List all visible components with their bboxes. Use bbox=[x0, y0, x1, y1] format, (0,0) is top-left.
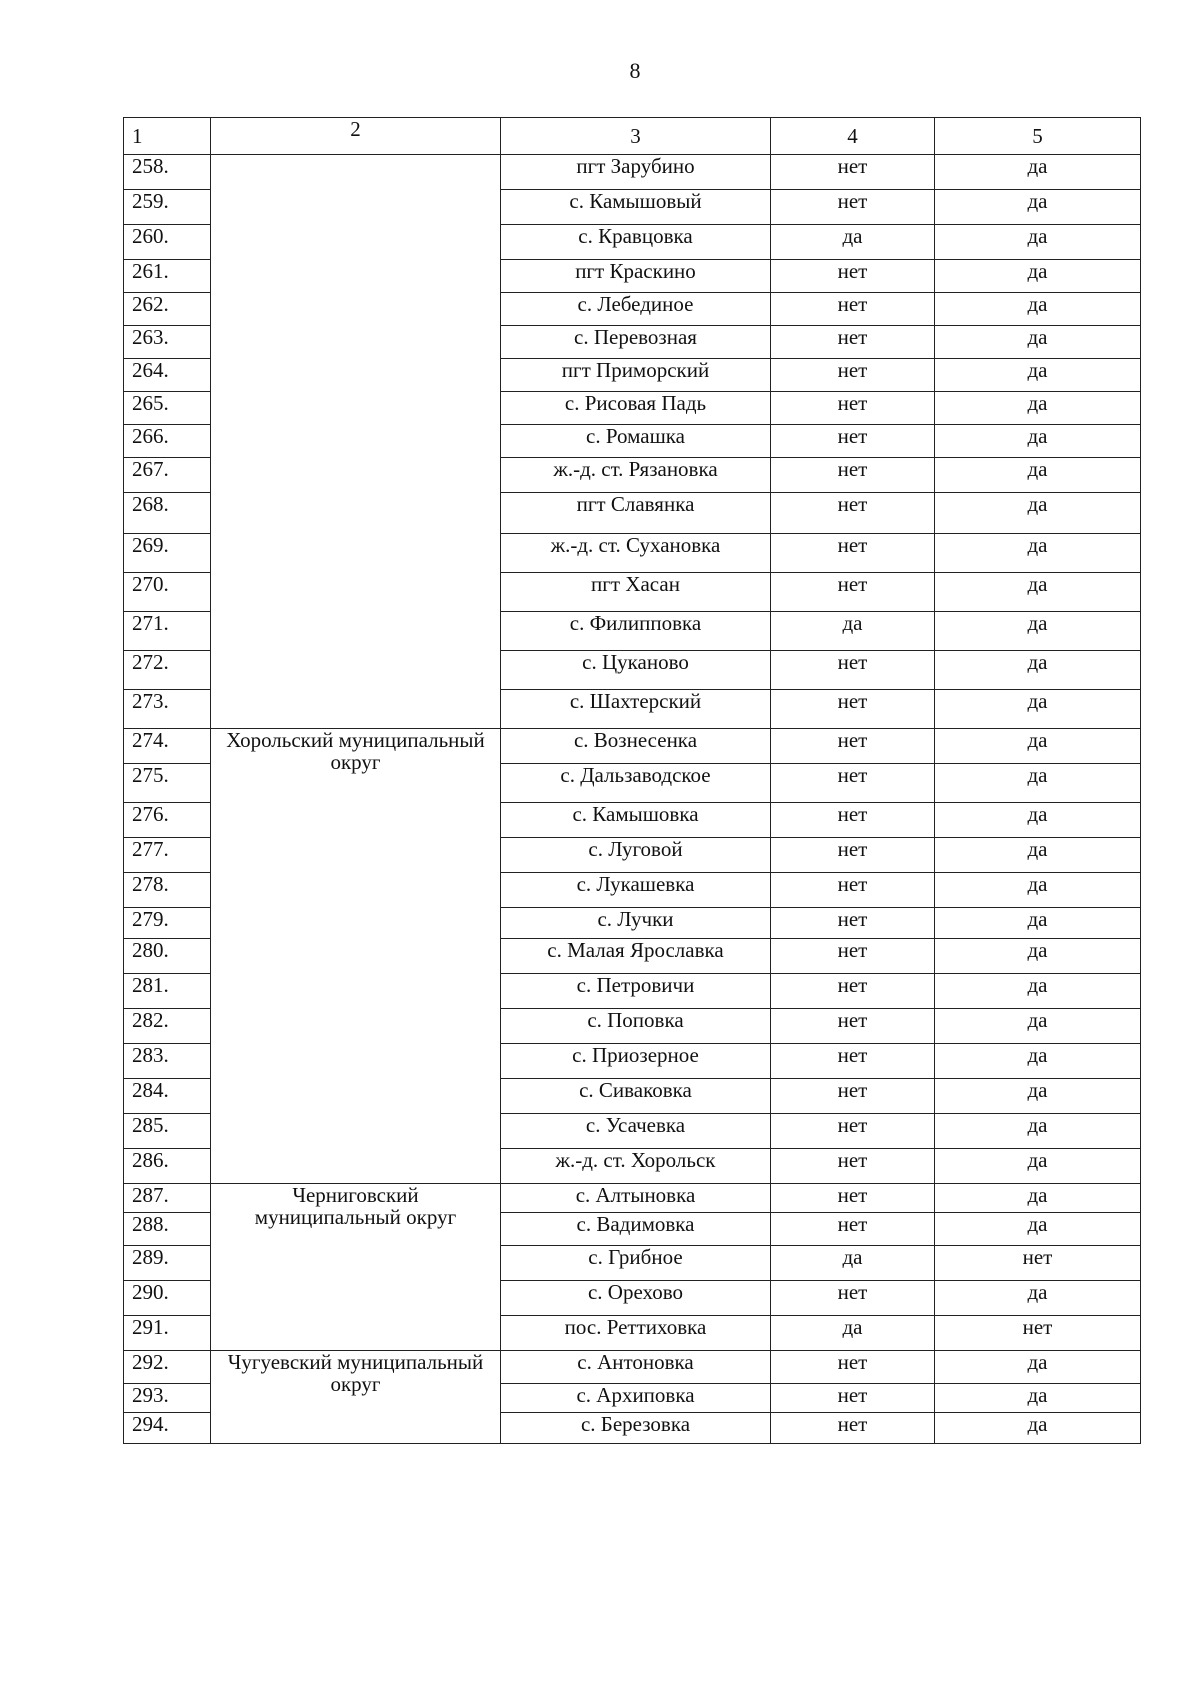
column-5-cell: да bbox=[935, 359, 1141, 392]
settlement-cell: с. Перевозная bbox=[501, 326, 771, 359]
column-4-cell: нет bbox=[771, 1213, 935, 1246]
settlement-cell: пос. Реттиховка bbox=[501, 1316, 771, 1351]
column-4-cell: нет bbox=[771, 1009, 935, 1044]
row-number-cell: 270. bbox=[124, 573, 211, 612]
column-4-cell: нет bbox=[771, 293, 935, 326]
settlement-cell: с. Малая Ярославка bbox=[501, 939, 771, 974]
district-cell: Хорольский муниципальный округ bbox=[211, 729, 501, 1184]
column-5-cell: да bbox=[935, 1079, 1141, 1114]
settlements-table bbox=[123, 117, 1141, 1444]
column-4-cell: нет bbox=[771, 974, 935, 1009]
row-number-cell: 269. bbox=[124, 534, 211, 573]
column-4-cell: нет bbox=[771, 729, 935, 764]
column-5-cell: да bbox=[935, 458, 1141, 493]
row-number-cell: 260. bbox=[124, 225, 211, 260]
row-number-cell: 264. bbox=[124, 359, 211, 392]
header-cell: 3 bbox=[501, 118, 771, 155]
column-5-cell: да bbox=[935, 260, 1141, 293]
column-5-cell: да bbox=[935, 690, 1141, 729]
row-number-cell: 277. bbox=[124, 838, 211, 873]
column-4-cell: нет bbox=[771, 534, 935, 573]
column-4-cell: нет bbox=[771, 326, 935, 359]
column-5-cell: да bbox=[935, 1351, 1141, 1384]
settlement-cell: с. Сиваковка bbox=[501, 1079, 771, 1114]
column-4-cell: нет bbox=[771, 1079, 935, 1114]
row-number-cell: 267. bbox=[124, 458, 211, 493]
column-4-cell: нет bbox=[771, 1413, 935, 1444]
row-number-cell: 265. bbox=[124, 392, 211, 425]
settlement-cell: с. Вадимовка bbox=[501, 1213, 771, 1246]
column-5-cell: да bbox=[935, 326, 1141, 359]
column-5-cell: да bbox=[935, 1213, 1141, 1246]
page-number: 8 bbox=[629, 58, 641, 83]
row-number-cell: 284. bbox=[124, 1079, 211, 1114]
column-4-cell: нет bbox=[771, 1149, 935, 1184]
column-4-cell: нет bbox=[771, 573, 935, 612]
column-5-cell: да bbox=[935, 939, 1141, 974]
row-number-cell: 291. bbox=[124, 1316, 211, 1351]
column-5-cell: да bbox=[935, 974, 1141, 1009]
row-number-cell: 279. bbox=[124, 908, 211, 939]
row-number-cell: 283. bbox=[124, 1044, 211, 1079]
column-5-cell: да bbox=[935, 729, 1141, 764]
settlement-cell: пгт Славянка bbox=[501, 493, 771, 534]
column-4-cell: нет bbox=[771, 690, 935, 729]
column-4-cell: нет bbox=[771, 803, 935, 838]
column-5-cell: да bbox=[935, 493, 1141, 534]
column-5-cell: да bbox=[935, 612, 1141, 651]
column-4-cell: нет bbox=[771, 1184, 935, 1213]
header-cell: 4 bbox=[771, 118, 935, 155]
settlement-cell: с. Березовка bbox=[501, 1413, 771, 1444]
column-4-cell: нет bbox=[771, 458, 935, 493]
column-5-cell: да bbox=[935, 293, 1141, 326]
row-number-cell: 272. bbox=[124, 651, 211, 690]
row-number-cell: 293. bbox=[124, 1384, 211, 1413]
settlement-cell: с. Кравцовка bbox=[501, 225, 771, 260]
column-4-cell: нет bbox=[771, 1351, 935, 1384]
district-cell: Чугуевский муниципальный округ bbox=[211, 1351, 501, 1444]
column-5-cell: да bbox=[935, 1184, 1141, 1213]
settlement-cell: с. Поповка bbox=[501, 1009, 771, 1044]
table-row bbox=[124, 1184, 1141, 1213]
column-5-cell: да bbox=[935, 1413, 1141, 1444]
column-5-cell: да bbox=[935, 425, 1141, 458]
column-4-cell: нет bbox=[771, 873, 935, 908]
column-5-cell: да bbox=[935, 573, 1141, 612]
column-5-cell: да bbox=[935, 1384, 1141, 1413]
column-5-cell: да bbox=[935, 764, 1141, 803]
column-5-cell: да bbox=[935, 1114, 1141, 1149]
district-cell: Черниговский муниципальный округ bbox=[211, 1184, 501, 1351]
settlement-cell: с. Приозерное bbox=[501, 1044, 771, 1079]
header-cell: 5 bbox=[935, 118, 1141, 155]
column-4-cell: нет bbox=[771, 155, 935, 190]
row-number-cell: 286. bbox=[124, 1149, 211, 1184]
row-number-cell: 275. bbox=[124, 764, 211, 803]
column-4-cell: нет bbox=[771, 651, 935, 690]
settlement-cell: с. Петровичи bbox=[501, 974, 771, 1009]
settlement-cell: с. Лучки bbox=[501, 908, 771, 939]
settlement-cell: с. Луговой bbox=[501, 838, 771, 873]
settlement-cell: с. Филипповка bbox=[501, 612, 771, 651]
column-4-cell: нет bbox=[771, 359, 935, 392]
settlement-cell: с. Камышовка bbox=[501, 803, 771, 838]
row-number-cell: 289. bbox=[124, 1246, 211, 1281]
header-cell: 2 bbox=[211, 118, 501, 155]
settlement-cell: пгт Краскино bbox=[501, 260, 771, 293]
column-4-cell: нет bbox=[771, 908, 935, 939]
table-row bbox=[124, 729, 1141, 764]
row-number-cell: 273. bbox=[124, 690, 211, 729]
column-5-cell: да bbox=[935, 1281, 1141, 1316]
column-4-cell: нет bbox=[771, 493, 935, 534]
settlement-cell: с. Рисовая Падь bbox=[501, 392, 771, 425]
settlement-cell: с. Шахтерский bbox=[501, 690, 771, 729]
table-row bbox=[124, 155, 1141, 190]
settlement-cell: с. Архиповка bbox=[501, 1384, 771, 1413]
column-4-cell: нет bbox=[771, 1384, 935, 1413]
row-number-cell: 292. bbox=[124, 1351, 211, 1384]
row-number-cell: 290. bbox=[124, 1281, 211, 1316]
row-number-cell: 268. bbox=[124, 493, 211, 534]
column-4-cell: нет bbox=[771, 260, 935, 293]
table-row bbox=[124, 1351, 1141, 1384]
row-number-cell: 285. bbox=[124, 1114, 211, 1149]
settlement-cell: ж.-д. ст. Сухановка bbox=[501, 534, 771, 573]
column-5-cell: да bbox=[935, 155, 1141, 190]
column-5-cell: да bbox=[935, 534, 1141, 573]
column-4-cell: нет bbox=[771, 939, 935, 974]
row-number-cell: 282. bbox=[124, 1009, 211, 1044]
settlement-cell: с. Дальзаводское bbox=[501, 764, 771, 803]
settlement-cell: с. Цуканово bbox=[501, 651, 771, 690]
column-5-cell: да bbox=[935, 1044, 1141, 1079]
column-4-cell: нет bbox=[771, 190, 935, 225]
settlement-cell: пгт Зарубино bbox=[501, 155, 771, 190]
column-5-cell: да bbox=[935, 873, 1141, 908]
settlement-cell: с. Антоновка bbox=[501, 1351, 771, 1384]
column-5-cell: да bbox=[935, 908, 1141, 939]
settlement-cell: с. Лебединое bbox=[501, 293, 771, 326]
column-4-cell: нет bbox=[771, 392, 935, 425]
row-number-cell: 262. bbox=[124, 293, 211, 326]
column-4-cell: да bbox=[771, 1316, 935, 1351]
settlement-cell: с. Алтыновка bbox=[501, 1184, 771, 1213]
header-cell: 1 bbox=[124, 118, 211, 155]
settlement-cell: с. Орехово bbox=[501, 1281, 771, 1316]
column-4-cell: да bbox=[771, 612, 935, 651]
row-number-cell: 276. bbox=[124, 803, 211, 838]
settlement-cell: с. Лукашевка bbox=[501, 873, 771, 908]
column-4-cell: нет bbox=[771, 425, 935, 458]
column-4-cell: да bbox=[771, 1246, 935, 1281]
row-number-cell: 266. bbox=[124, 425, 211, 458]
row-number-cell: 287. bbox=[124, 1184, 211, 1213]
column-5-cell: нет bbox=[935, 1246, 1141, 1281]
column-4-cell: да bbox=[771, 225, 935, 260]
district-cell bbox=[211, 155, 501, 729]
row-number-cell: 271. bbox=[124, 612, 211, 651]
column-5-cell: да bbox=[935, 803, 1141, 838]
settlement-cell: с. Ромашка bbox=[501, 425, 771, 458]
settlement-cell: ж.-д. ст. Хорольск bbox=[501, 1149, 771, 1184]
row-number-cell: 278. bbox=[124, 873, 211, 908]
row-number-cell: 281. bbox=[124, 974, 211, 1009]
row-number-cell: 258. bbox=[124, 155, 211, 190]
column-5-cell: да bbox=[935, 651, 1141, 690]
column-4-cell: нет bbox=[771, 1044, 935, 1079]
row-number-cell: 263. bbox=[124, 326, 211, 359]
row-number-cell: 261. bbox=[124, 260, 211, 293]
row-number-cell: 294. bbox=[124, 1413, 211, 1444]
row-number-cell: 288. bbox=[124, 1213, 211, 1246]
column-4-cell: нет bbox=[771, 1281, 935, 1316]
column-5-cell: да bbox=[935, 1009, 1141, 1044]
settlement-cell: с. Вознесенка bbox=[501, 729, 771, 764]
column-5-cell: да bbox=[935, 838, 1141, 873]
column-5-cell: да bbox=[935, 392, 1141, 425]
row-number-cell: 274. bbox=[124, 729, 211, 764]
column-5-cell: да bbox=[935, 225, 1141, 260]
column-4-cell: нет bbox=[771, 1114, 935, 1149]
settlement-cell: с. Камышовый bbox=[501, 190, 771, 225]
settlement-cell: пгт Хасан bbox=[501, 573, 771, 612]
column-4-cell: нет bbox=[771, 838, 935, 873]
column-4-cell: нет bbox=[771, 764, 935, 803]
column-5-cell: нет bbox=[935, 1316, 1141, 1351]
settlement-cell: с. Усачевка bbox=[501, 1114, 771, 1149]
table-header-row bbox=[124, 118, 1141, 155]
settlement-cell: с. Грибное bbox=[501, 1246, 771, 1281]
settlement-cell: ж.-д. ст. Рязановка bbox=[501, 458, 771, 493]
row-number-cell: 280. bbox=[124, 939, 211, 974]
column-5-cell: да bbox=[935, 190, 1141, 225]
settlement-cell: пгт Приморский bbox=[501, 359, 771, 392]
column-5-cell: да bbox=[935, 1149, 1141, 1184]
row-number-cell: 259. bbox=[124, 190, 211, 225]
